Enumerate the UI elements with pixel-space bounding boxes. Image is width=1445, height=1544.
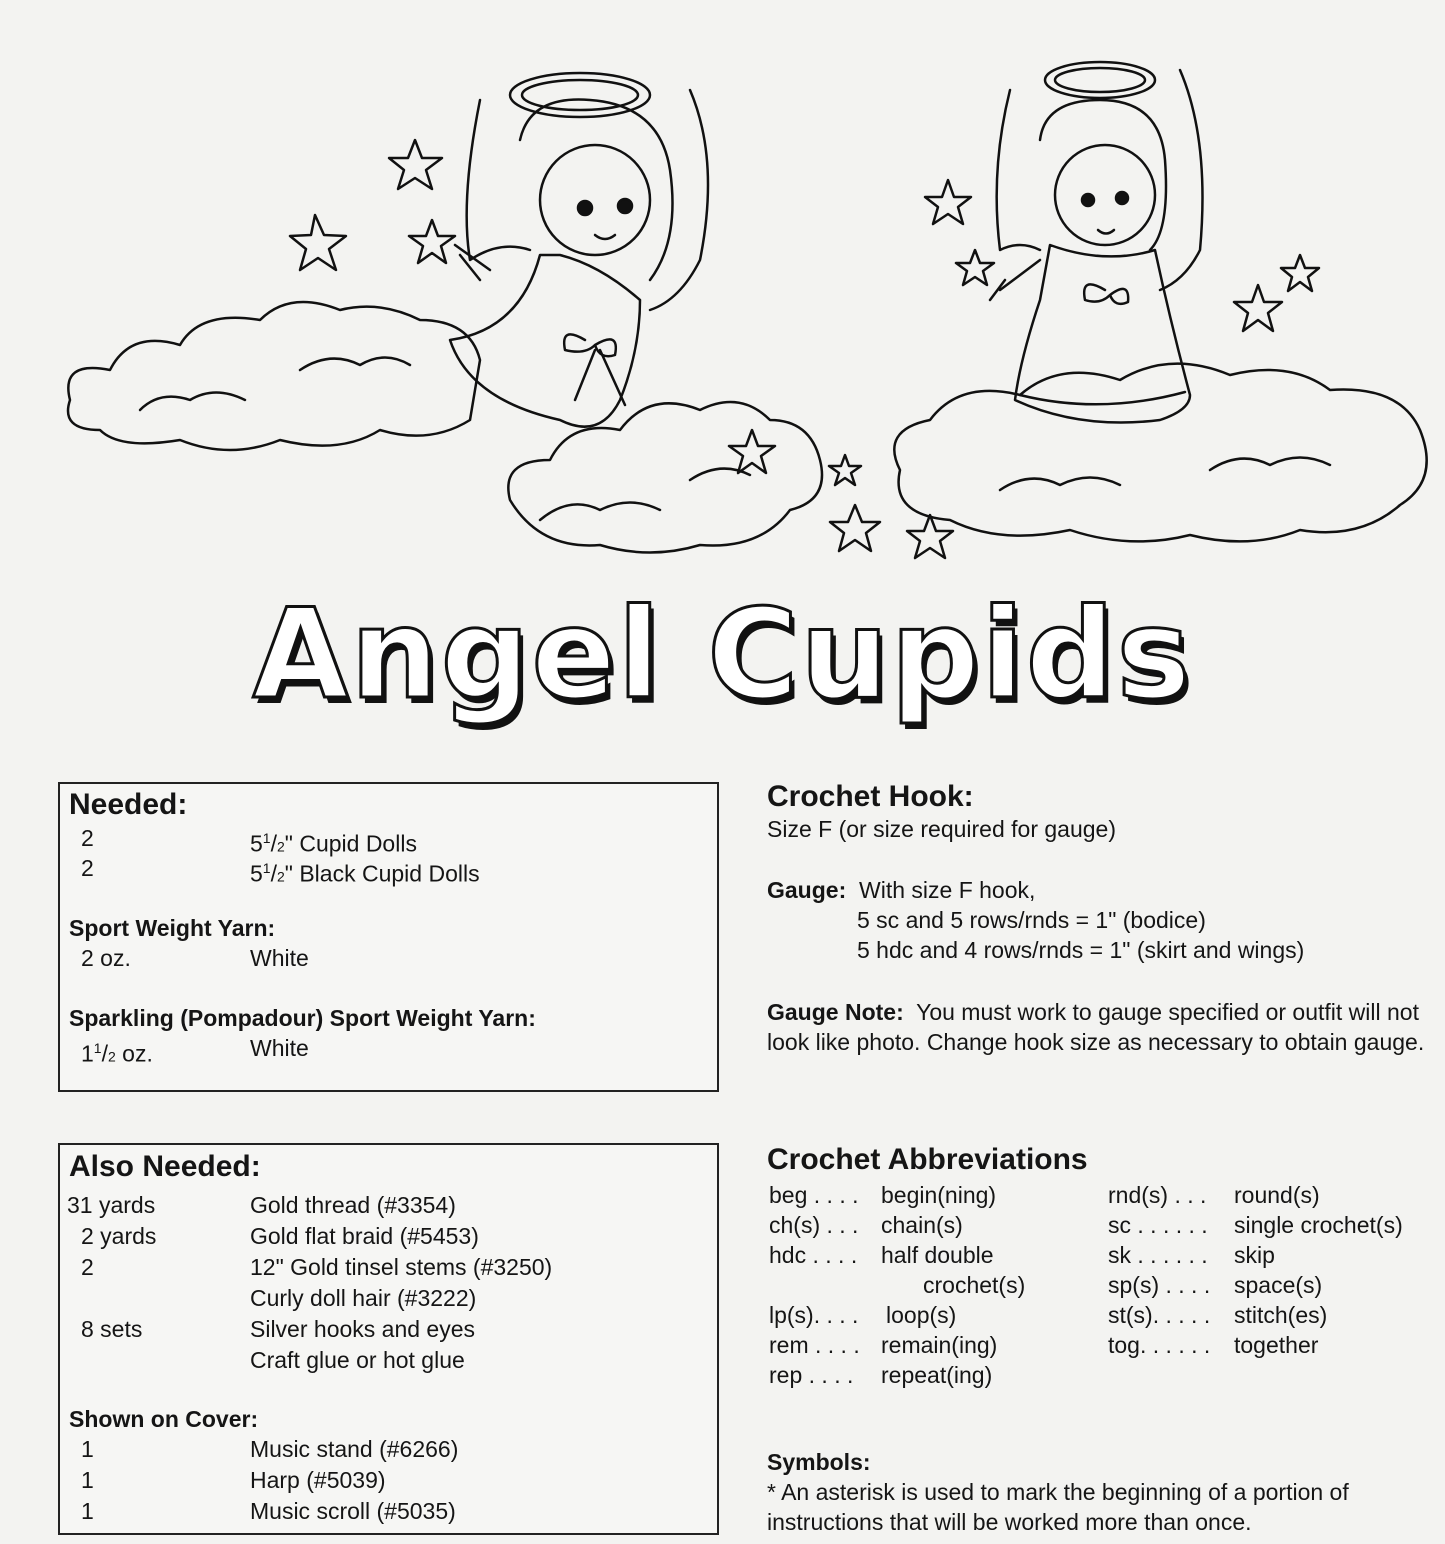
right-cloud	[894, 364, 1426, 542]
list-item: rem . . . . remain(ing)	[769, 1332, 998, 1358]
abbreviations-heading-wrap	[767, 1143, 1427, 1177]
list-item: rnd(s) . . . round(s)	[1108, 1182, 1320, 1208]
list-item: beg . . . . begin(ning)	[769, 1182, 997, 1208]
left-cloud	[68, 302, 480, 450]
crochet-hook-section	[767, 780, 1427, 844]
needed-heading: Needed:	[69, 788, 188, 821]
gauge-note-section: Gauge Note: You must work to gauge specified or outfit will not look like photo. Change hook size as necessary to obtain gauge.	[767, 999, 1425, 1055]
page-title: Angel Cupids	[252, 583, 1193, 727]
crochet-hook-heading: Crochet Hook:	[767, 780, 974, 813]
symbols-heading: Symbols:	[767, 1449, 871, 1475]
left-angel	[450, 73, 708, 427]
also-needed-heading: Also Needed:	[69, 1150, 261, 1183]
sparkle-heading: Sparkling (Pompadour) Sport Weight Yarn:	[69, 1005, 536, 1031]
list-item: st(s). . . . . stitch(es)	[1108, 1302, 1328, 1328]
list-item: crochet(s)	[923, 1272, 1026, 1298]
abbreviations-left	[769, 1180, 1025, 1390]
right-angel	[990, 62, 1203, 423]
list-item: tog. . . . . . together	[1108, 1332, 1319, 1358]
list-item: hdc . . . . half double	[769, 1242, 994, 1268]
list-item: ch(s) . . . chain(s)	[769, 1212, 963, 1238]
gauge-section: Gauge: With size F hook, 5 sc and 5 rows/rnds = 1" (bodice) 5 hdc and 4 rows/rnds = 1" (skirt and wings)	[767, 877, 1305, 963]
list-item: sc . . . . . . single crochet(s)	[1108, 1212, 1403, 1238]
abbreviations-heading: Crochet Abbreviations	[767, 1143, 1088, 1176]
list-item: lp(s). . . . loop(s)	[769, 1302, 957, 1328]
gauge-label: Gauge:	[767, 877, 847, 903]
crochet-hook-text: Size F (or size required for gauge)	[767, 816, 1116, 842]
yarn-heading: Sport Weight Yarn:	[69, 915, 276, 941]
list-item: rep . . . . repeat(ing)	[769, 1362, 993, 1388]
angel-cupids-illustration	[0, 0, 1445, 590]
list-item: sp(s) . . . . space(s)	[1108, 1272, 1323, 1298]
gauge-note-label: Gauge Note:	[767, 999, 904, 1025]
symbols-section	[767, 1447, 1427, 1537]
also-needed-box: Also Needed: 31 yards Gold thread (#3354) 2 yards Gold flat braid (#5453) 2 12" Gold tinsel stems (#3250) Curly doll hair (#3222) 8 sets Silver hooks and eyes Craft glue or hot glue Shown on Cover: 1 Music stand (#6266) 1 Harp (#5039) 1 Music scroll (#5035)	[58, 1143, 719, 1535]
lower-left-cloud	[508, 402, 822, 553]
symbols-text: * An asterisk is used to mark the beginning of a portion of instructions that will be worked more than once.	[767, 1479, 1349, 1535]
list-item: sk . . . . . . skip	[1108, 1242, 1275, 1268]
shown-on-cover-heading: Shown on Cover:	[69, 1406, 259, 1432]
needed-box: Needed: 2 $5^1/2$" Cupid Dolls 2 $5^1/2$" Black Cupid Dolls Sport Weight Yarn: 2 oz. White Sparkling (Pompadour) Sport Weight Yarn: $1^1/2$ oz. White	[58, 782, 719, 1092]
abbreviations-right	[1108, 1180, 1403, 1360]
